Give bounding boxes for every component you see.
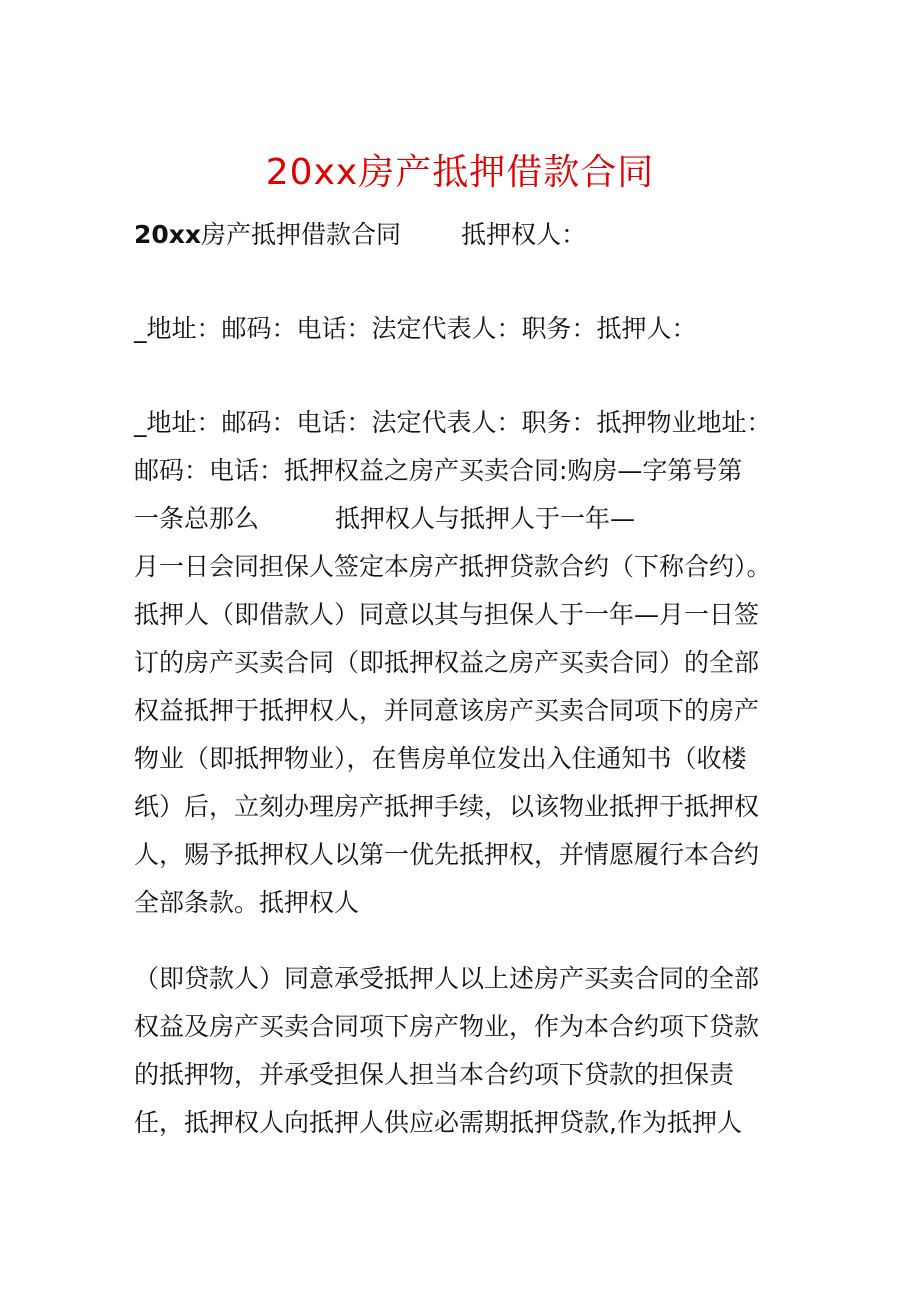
paragraph-1-line: 全部条款。抵押权人 [134,888,360,917]
paragraph-2-line: 权益及房产买卖合同项下房产物业，作为本合约项下贷款 [134,1012,760,1041]
paragraph-1-line: 抵押人（即借款人）同意以其与担保人于一年—月一日签 [134,600,760,629]
paragraph-2-line: （即贷款人）同意承受抵押人以上述房产买卖合同的全部 [134,964,760,993]
paragraph-1-line: 权益抵押于抵押权人，并同意该房产买卖合同项下的房产 [134,696,760,725]
paragraph-2-line: 任，抵押权人向抵押人供应必需期抵押贷款,作为抵押人 [134,1108,742,1137]
party-line-1: _地址：邮码：电话：法定代表人：职务：抵押人： [134,314,697,343]
document-title: 20xx房产抵押借款合同 [265,152,655,193]
clause-text: 抵押权人与抵押人于一年— [335,504,636,533]
paragraph-1-line: 物业（即抵押物业），在售房单位发出入住通知书（收楼 [134,744,747,773]
clause-heading: 一条总那么 [134,504,260,533]
clause-line [134,502,635,536]
paragraph-2-line: 的抵押物，并承受担保人担当本合约项下贷款的担保责 [134,1060,735,1089]
paragraph-1-line: 人，赐予抵押权人以第一优先抵押权，并情愿履行本合约 [134,840,760,869]
header-line [134,218,586,252]
paragraph-1-line: 月一日会同担保人签定本房产抵押贷款合约（下称合约）。 [134,552,772,581]
header-party-label: 抵押权人： [461,220,587,249]
party-line-2: _地址：邮码：电话：法定代表人：职务：抵押物业地址： [134,408,772,437]
paragraph-1-line: 订的房产买卖合同（即抵押权益之房产买卖合同）的全部 [134,648,760,677]
header-year: 20xx [134,220,202,249]
party-line-3: 邮码：电话：抵押权益之房产买卖合同:购房—字第号第 [134,456,743,485]
header-subtitle: 房产抵押借款合同 [201,220,402,249]
paragraph-1-line: 纸）后，立刻办理房产抵押手续，以该物业抵押于抵押权 [134,792,760,821]
